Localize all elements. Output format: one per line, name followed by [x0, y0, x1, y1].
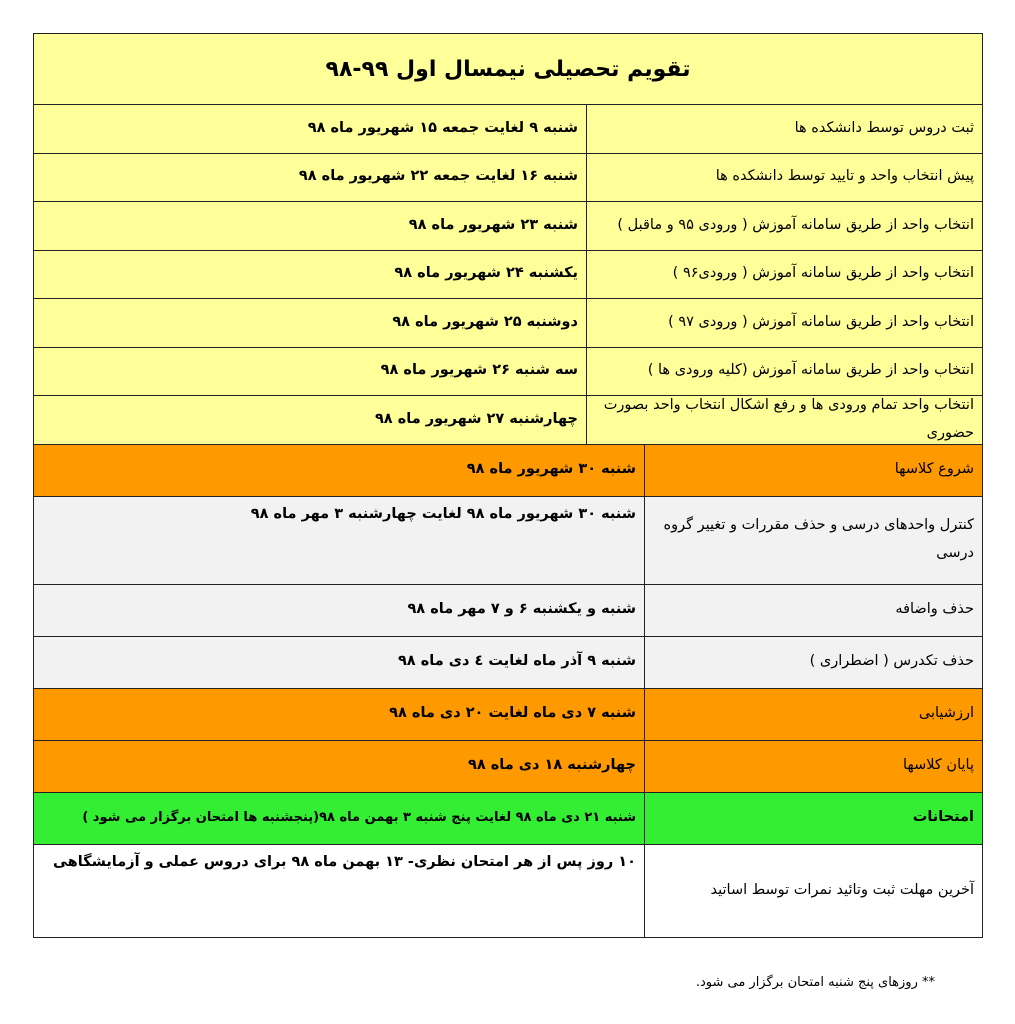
table-title-row — [34, 34, 982, 105]
table-row — [34, 396, 982, 445]
table-row — [34, 154, 982, 203]
row-label: انتخاب واحد از طریق سامانه آموزش ( ورودی۹۶ ) — [586, 251, 982, 299]
row-date: چهارشنبه ۲۷ شهریور ماه ۹۸ — [374, 410, 578, 427]
row-label: ارزشیابی — [644, 689, 982, 740]
row-date: سه شنبه ۲۶ شهریور ماه ۹۸ — [380, 362, 578, 379]
row-date: شنبه ۹ لغایت جمعه ۱۵ شهریور ماه ۹۸ — [307, 119, 578, 136]
table-row — [34, 299, 982, 348]
row-label: پایان کلاسها — [644, 741, 982, 792]
table-row-evaluation — [34, 689, 982, 741]
row-label: پیش انتخاب واحد و تایید توسط دانشکده ها — [586, 154, 982, 202]
row-label: ثبت دروس توسط دانشکده ها — [586, 105, 982, 153]
table-row-exams — [34, 793, 982, 845]
table-row-class-end — [34, 741, 982, 793]
row-label: حذف واضافه — [644, 585, 982, 636]
table-row-emergency-drop — [34, 637, 982, 689]
table-row-class-start — [34, 445, 982, 497]
row-date: دوشنبه ۲۵ شهریور ماه ۹۸ — [392, 313, 578, 330]
row-date: شنبه ۳۰ شهریور ماه ۹۸ — [466, 461, 636, 478]
table-row — [34, 105, 982, 154]
row-label: انتخاب واحد از طریق سامانه آموزش ( ورودی ۹۵ و ماقبل ) — [586, 202, 982, 250]
row-date: شنبه ۲۳ شهریور ماه ۹۸ — [408, 216, 578, 233]
row-date: شنبه ۳۰ شهریور ماه ۹۸ لغایت چهارشنبه ۳ مهر ماه ۹۸ — [250, 505, 636, 522]
academic-calendar-table — [33, 33, 983, 938]
row-label: انتخاب واحد از طریق سامانه آموزش (کلیه ورودی ها ) — [586, 348, 982, 396]
table-row-add-drop — [34, 585, 982, 637]
row-date: شنبه و یکشنبه ۶ و ۷ مهر ماه ۹۸ — [407, 601, 636, 618]
row-label: حذف تکدرس ( اضطراری ) — [644, 637, 982, 688]
footnote: ** روزهای پنج شنبه امتحان برگزار می شود. — [695, 975, 935, 990]
row-label: امتحانات — [644, 793, 982, 844]
row-date: چهارشنبه ۱۸ دی ماه ۹۸ — [467, 757, 636, 774]
page-title: تقویم تحصیلی نیمسال اول ۹۹-۹۸ — [325, 56, 691, 82]
row-label: شروع کلاسها — [644, 445, 982, 496]
table-row — [34, 348, 982, 397]
table-row-control — [34, 497, 982, 585]
row-date: شنبه ۱۶ لغایت جمعه ۲۲ شهریور ماه ۹۸ — [298, 168, 578, 185]
row-date: یکشنبه ۲۴ شهریور ماه ۹۸ — [394, 265, 578, 282]
row-label: انتخاب واحد از طریق سامانه آموزش ( ورودی ۹۷ ) — [586, 299, 982, 347]
row-date: شنبه ۷ دی ماه لغایت ۲۰ دی ماه ۹۸ — [389, 705, 636, 722]
row-date: ۱۰ روز پس از هر امتحان نظری- ۱۳ بهمن ماه ۹۸ برای دروس عملی و آزمایشگاهی — [53, 853, 636, 870]
row-label: انتخاب واحد تمام ورودی ها و رفع اشکال انتخاب واحد بصورت حضوری — [586, 396, 982, 444]
table-row-grades — [34, 845, 982, 937]
row-label: آخرین مهلت ثبت وتائید نمرات توسط اساتید — [644, 845, 982, 937]
row-date: شنبه ۹ آذر ماه لغایت ٤ دی ماه ۹۸ — [397, 653, 636, 670]
row-label: کنترل واحدهای درسی و حذف مقررات و تغییر گروه درسی — [644, 497, 982, 584]
table-row — [34, 251, 982, 300]
row-date: شنبه ۲۱ دی ماه ۹۸ لغایت پنج شنبه ۳ بهمن ماه ۹۸(پنجشنبه ها امتحان برگزار می شود ) — [82, 809, 636, 825]
table-row — [34, 202, 982, 251]
